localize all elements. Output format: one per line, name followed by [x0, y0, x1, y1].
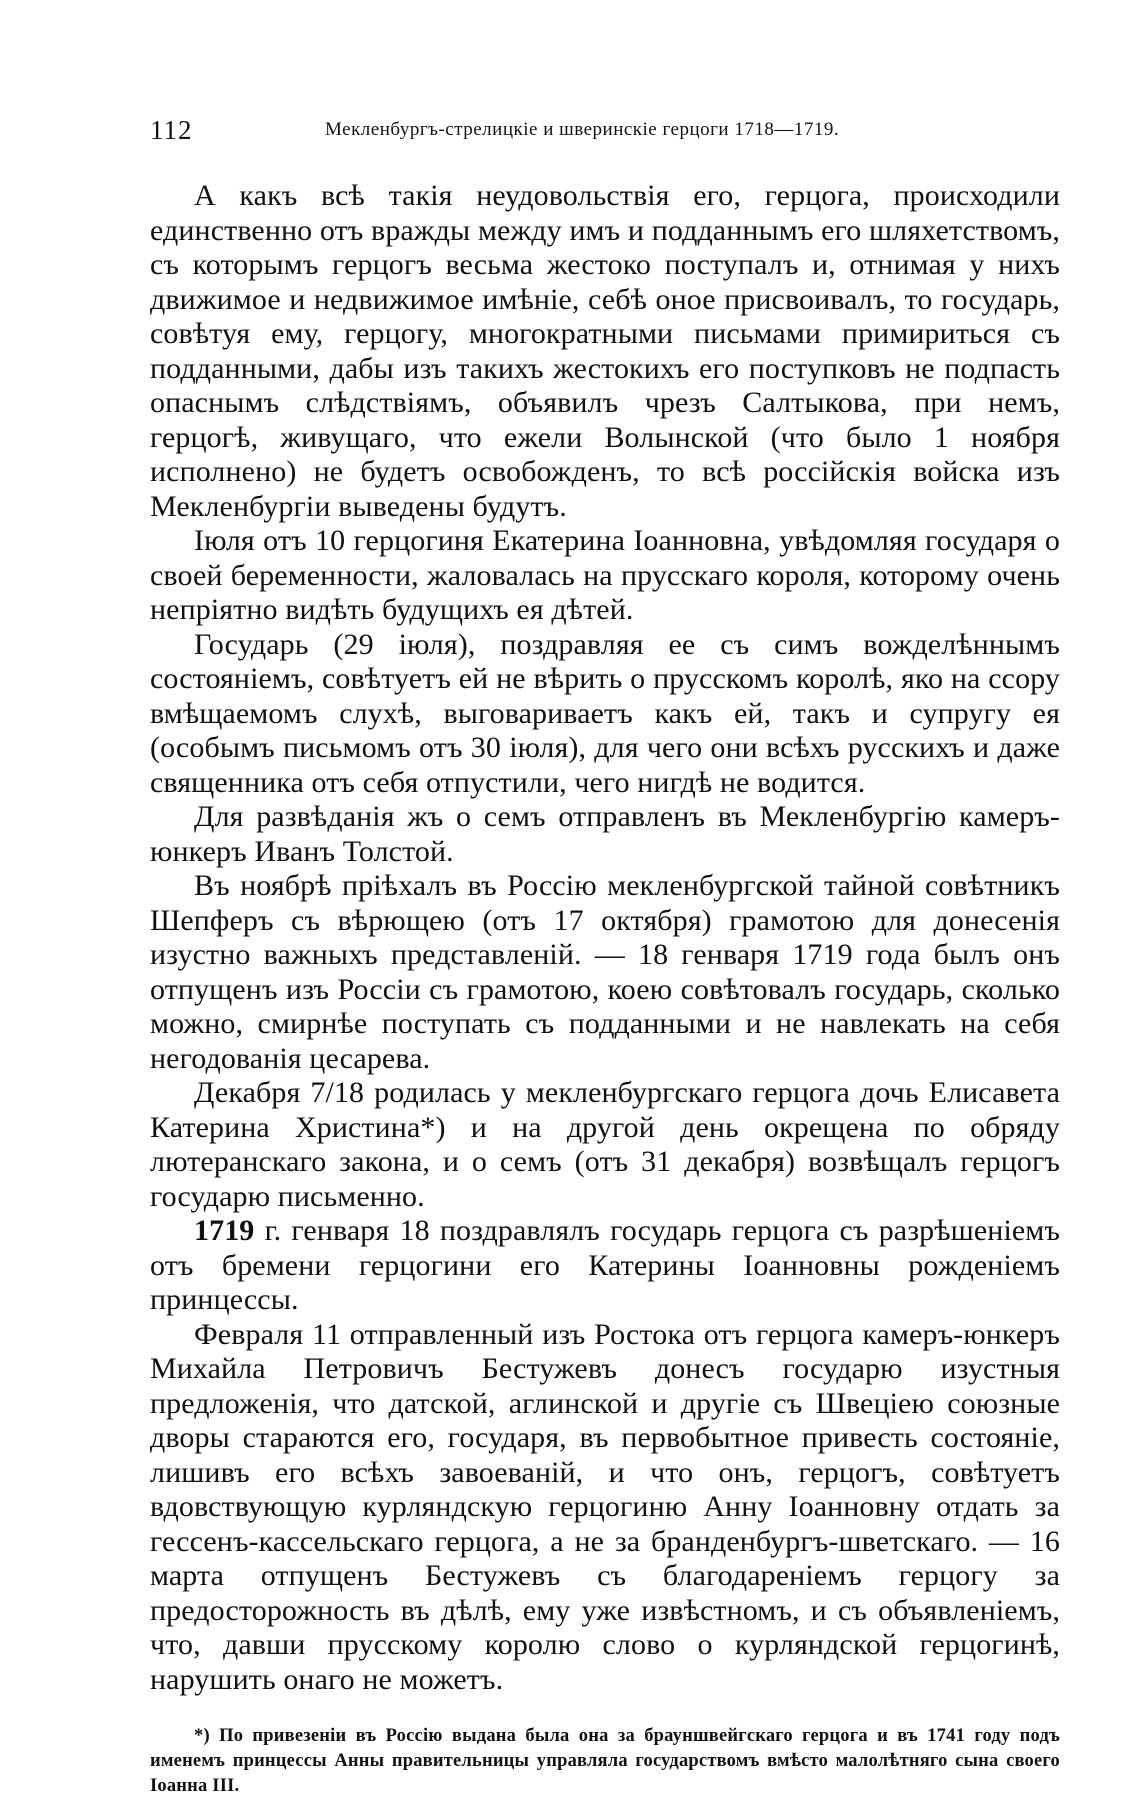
footnote: *) По привезеніи въ Россію выдана была она за брауншвейгскаго герцога и въ 1741 году подъ именемъ принцессы Анны правительницы управляла государствомъ вмѣсто малолѣтняго сына своего Іоанна III. [150, 1726, 1060, 1796]
paragraph: Декабря 7/18 родилась у мекленбургскаго герцога дочь Елисавета Катерина Христина*) и на другой день окрещена по обряду лютеранскаго закона, и о семъ (отъ 31 декабря) возвѣщалъ герцогъ государю письменно. [150, 1076, 1060, 1213]
page-number: 112 [150, 115, 193, 145]
book-page [150, 115, 1060, 1799]
paragraph-1719-text: г. генваря 18 поздравлялъ государь герцога съ разрѣшеніемъ отъ бремени герцогини его Катерины Іоанновны рожденіемъ принцессы. [150, 1214, 1060, 1316]
body-text [150, 179, 1060, 1697]
paragraph: Для развѣданія жъ о семъ отправленъ въ Мекленбургію камеръ-юнкеръ Иванъ Толстой. [150, 800, 1060, 868]
paragraph: Государь (29 іюля), поздравляя ее съ симъ вожделѣннымъ состояніемъ, совѣтуетъ ей не вѣрить о прусскомъ королѣ, яко на ссору вмѣщаемомъ слухѣ, выговариваетъ какъ ей, такъ и супругу ея (особымъ письмомъ отъ 30 іюля), для чего они всѣхъ русскихъ и даже священника отъ себя отпустили, чего нигдѣ не водится. [150, 627, 1060, 799]
paragraph: Въ ноябрѣ пріѣхалъ въ Россію мекленбургской тайной совѣтникъ Шепферъ съ вѣрющею (отъ 17 октября) грамотою для донесенія изустно важныхъ представленій. — 18 генваря 1719 года былъ онъ отпущенъ изъ Россіи съ грамотою, коею совѣтовалъ государь, сколько можно, смирнѣе поступать съ подданными и не навлекать на себя негодованія цесарева. [150, 869, 1060, 1075]
paragraph: А какъ всѣ такія неудовольствія его, герцога, происходили единственно отъ вражды между имъ и подданнымъ его шляхетствомъ, съ которымъ герцогъ весьма жестоко поступалъ и, отнимая у нихъ движимое и недвижимое имѣніе, себѣ оное присвоивалъ, то государь, совѣтуя ему, герцогу, многократными письмами примириться съ подданными, дабы изъ такихъ жестокихъ его поступковъ не подпасть опаснымъ слѣдствіямъ, объявилъ чрезъ Салтыкова, при немъ, герцогѣ, живущаго, что ежели Волынской (что было 1 ноября исполнено) не будетъ освобожденъ, то всѣ россійскія войска изъ Мекленбургіи выведены будутъ. [150, 179, 1060, 523]
paragraph: Іюля отъ 10 герцогиня Екатерина Іоанновна, увѣдомляя государя о своей беременности, жаловалась на прусскаго короля, которому очень непріятно видѣть будущихъ ея дѣтей. [150, 524, 1060, 626]
page-header [150, 115, 1060, 161]
year-1719: 1719 [194, 1214, 255, 1247]
paragraph-1719 [150, 1214, 1060, 1318]
paragraph-february: Февраля 11 отправленный изъ Ростока отъ герцога камеръ-юнкеръ Михайла Петровичъ Бестужевъ донесъ государю изустныя предложенія, что датской, аглинской и другіе съ Швеціею союзные дворы стараются его, государя, въ первобытное привесть состояніе, лишивъ его всѣхъ завоеваній, и что онъ, герцогъ, совѣтуетъ вдовствующую курляндскую герцогиню Анну Іоанновну отдать за гессенъ-кассельскаго герцога, а не за бранденбургъ-шветскаго. — 16 марта отпущенъ Бестужевъ съ благодареніемъ герцогу за предосторожность въ дѣлѣ, ему уже извѣстномъ, и съ объявленіемъ, что, давши прусскому королю слово о курляндской герцогинѣ, нарушить онаго не можетъ. [150, 1317, 1060, 1696]
running-title: Мекленбургъ-стрелицкіе и шверинскіе герцоги 1718—1719. [325, 119, 840, 140]
